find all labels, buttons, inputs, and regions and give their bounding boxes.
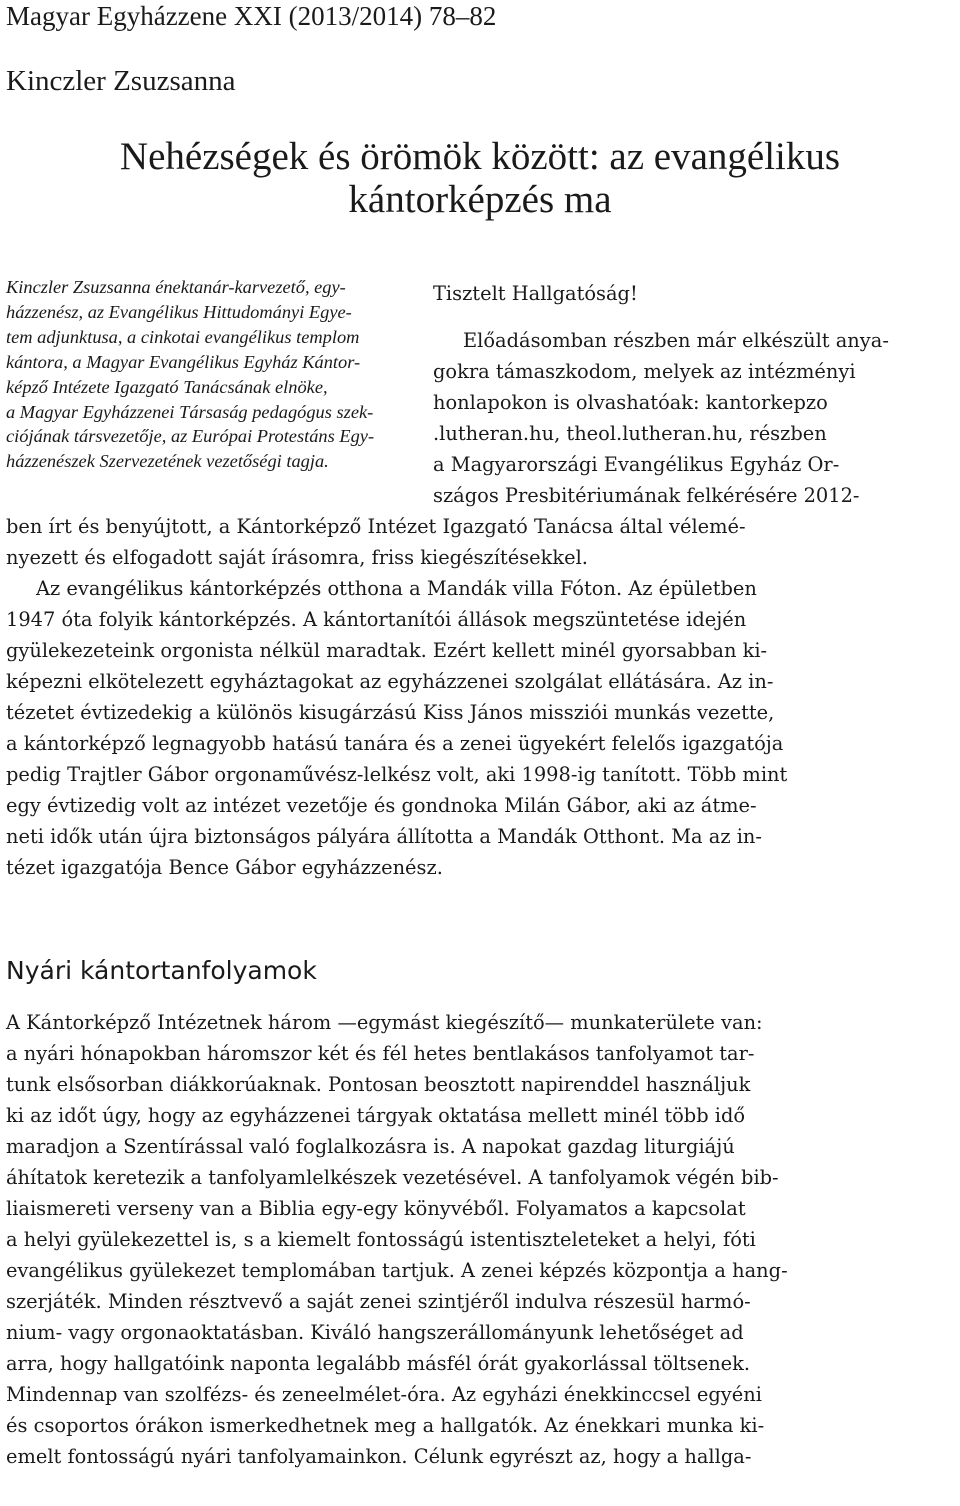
author-bio: [6, 275, 416, 474]
intro-line: .lutheran.hu, theol.lutheran.hu, részben: [433, 422, 827, 445]
section-heading: Nyári kántortanfolyamok: [6, 956, 317, 985]
body-line: áhítatok keretezik a tanfolyamlelkészek vezetésével. A tanfolyamok végén bib-: [6, 1166, 779, 1189]
bio-line: házzenészek Szervezetének vezetőségi tagja.: [6, 451, 329, 472]
body-line: tézetet évtizedekig a különös kisugárzású Kiss János missziói munkás vezette,: [6, 701, 775, 724]
body-line: a nyári hónapokban háromszor két és fél hetes bentlakásos tanfolyamot tar-: [6, 1042, 755, 1065]
bio-line: tem adjunktusa, a cinkotai evangélikus templom: [6, 326, 360, 347]
author-name: Kinczler Zsuzsanna: [6, 65, 236, 97]
salutation: Tisztelt Hallgatóság!: [433, 282, 638, 305]
bio-line: kántora, a Magyar Evangélikus Egyház Kántor-: [6, 351, 361, 372]
body-line: emelt fontosságú nyári tanfolyamainkon. Célunk egyrészt az, hogy a hallga-: [6, 1445, 752, 1468]
bio-line: a Magyar Egyházzenei Társaság pedagógus szek-: [6, 401, 374, 422]
body-line: evangélikus gyülekezet templomában tartjuk. A zenei képzés központja a hang-: [6, 1259, 788, 1282]
body-line: tunk elsősorban diákkorúaknak. Pontosan beosztott napirenddel használjuk: [6, 1073, 751, 1096]
body-line: Mindennap van szolfézs- és zeneelmélet-óra. Az egyházi énekkinccsel egyéni: [6, 1383, 762, 1406]
body-line: Az evangélikus kántorképzés otthona a Mandák villa Fóton. Az épületben: [36, 577, 757, 600]
body-line: a kántorképző legnagyobb hatású tanára és a zenei ügyekért felelős igazgatója: [6, 732, 784, 755]
intro-line: Előadásomban részben már elkészült anya-: [463, 329, 889, 352]
body-line: pedig Trajtler Gábor orgonaművész-lelkész volt, aki 1998-ig tanított. Több mint: [6, 763, 788, 786]
body-line: neti idők után újra biztonságos pályára állította a Mandák Otthont. Ma az in-: [6, 825, 762, 848]
intro-line: szágos Presbitériumának felkérésére 2012-: [433, 484, 860, 507]
body-line: nium- vagy orgonaoktatásban. Kiváló hangszerállományunk lehetőséget ad: [6, 1321, 744, 1344]
body-line: egy évtizedig volt az intézet vezetője és gondnoka Milán Gábor, aki az átme-: [6, 794, 757, 817]
body-line: ki az időt úgy, hogy az egyházzenei tárgyak oktatása mellett minél több idő: [6, 1104, 746, 1127]
article-title-line-1: Nehézségek és örömök között: az evangélikus: [119, 135, 841, 178]
body-line: maradjon a Szentírással való foglalkozásra is. A napokat gazdag liturgiájú: [6, 1135, 735, 1158]
intro-line: gokra támaszkodom, melyek az intézményi: [433, 360, 856, 383]
body-line: arra, hogy hallgatóink naponta legalább másfél órát gyakorlással töltsenek.: [6, 1352, 751, 1375]
journal-reference: Magyar Egyházzene XXI (2013/2014) 78–82: [6, 1, 497, 31]
intro-line: honlapokon is olvashatóak: kantorkepzo: [433, 391, 828, 414]
article-title-line-2: kántorképzés ma: [348, 178, 612, 221]
body-line: A Kántorképző Intézetnek három —egymást kiegészítő— munkaterülete van:: [6, 1011, 763, 1034]
body-line: tézet igazgatója Bence Gábor egyházzenész.: [6, 856, 443, 879]
body-line: ben írt és benyújtott, a Kántorképző Intézet Igazgató Tanácsa által vélemé-: [6, 515, 746, 538]
body-line: szerjáték. Minden résztvevő a saját zenei szintjéről indulva részesül harmó-: [6, 1290, 751, 1313]
bio-line: képző Intézete Igazgató Tanácsának elnöke,: [6, 376, 328, 397]
body-line: és csoportos órákon ismerkedhetnek meg a hallgatók. Az énekkari munka ki-: [6, 1414, 765, 1437]
bio-line: Kinczler Zsuzsanna énektanár-karvezető, egy-: [6, 277, 346, 297]
body-line: nyezett és elfogadott saját írásomra, friss kiegészítésekkel.: [6, 546, 588, 569]
body-line: képezni elkötelezett egyháztagokat az egyházzenei szolgálat ellátására. Az in-: [6, 670, 774, 693]
bio-line: ciójának társvezetője, az Európai Protestáns Egy-: [6, 426, 375, 447]
body-line: a helyi gyülekezettel is, s a kiemelt fontosságú istentiszteleteket a helyi, fóti: [6, 1228, 756, 1251]
body-line: 1947 óta folyik kántorképzés. A kántortanítói állások megszüntetése idején: [6, 608, 747, 631]
bio-line: házzenész, az Evangélikus Hittudományi Egye-: [6, 301, 352, 322]
body-line: liaismereti verseny van a Biblia egy-egy könyvéből. Folyamatos a kapcsolat: [6, 1197, 746, 1220]
body-line: gyülekezeteink orgonista nélkül maradtak. Ezért kellett minél gyorsabban ki-: [6, 639, 768, 662]
intro-line: a Magyarországi Evangélikus Egyház Or-: [433, 453, 840, 476]
